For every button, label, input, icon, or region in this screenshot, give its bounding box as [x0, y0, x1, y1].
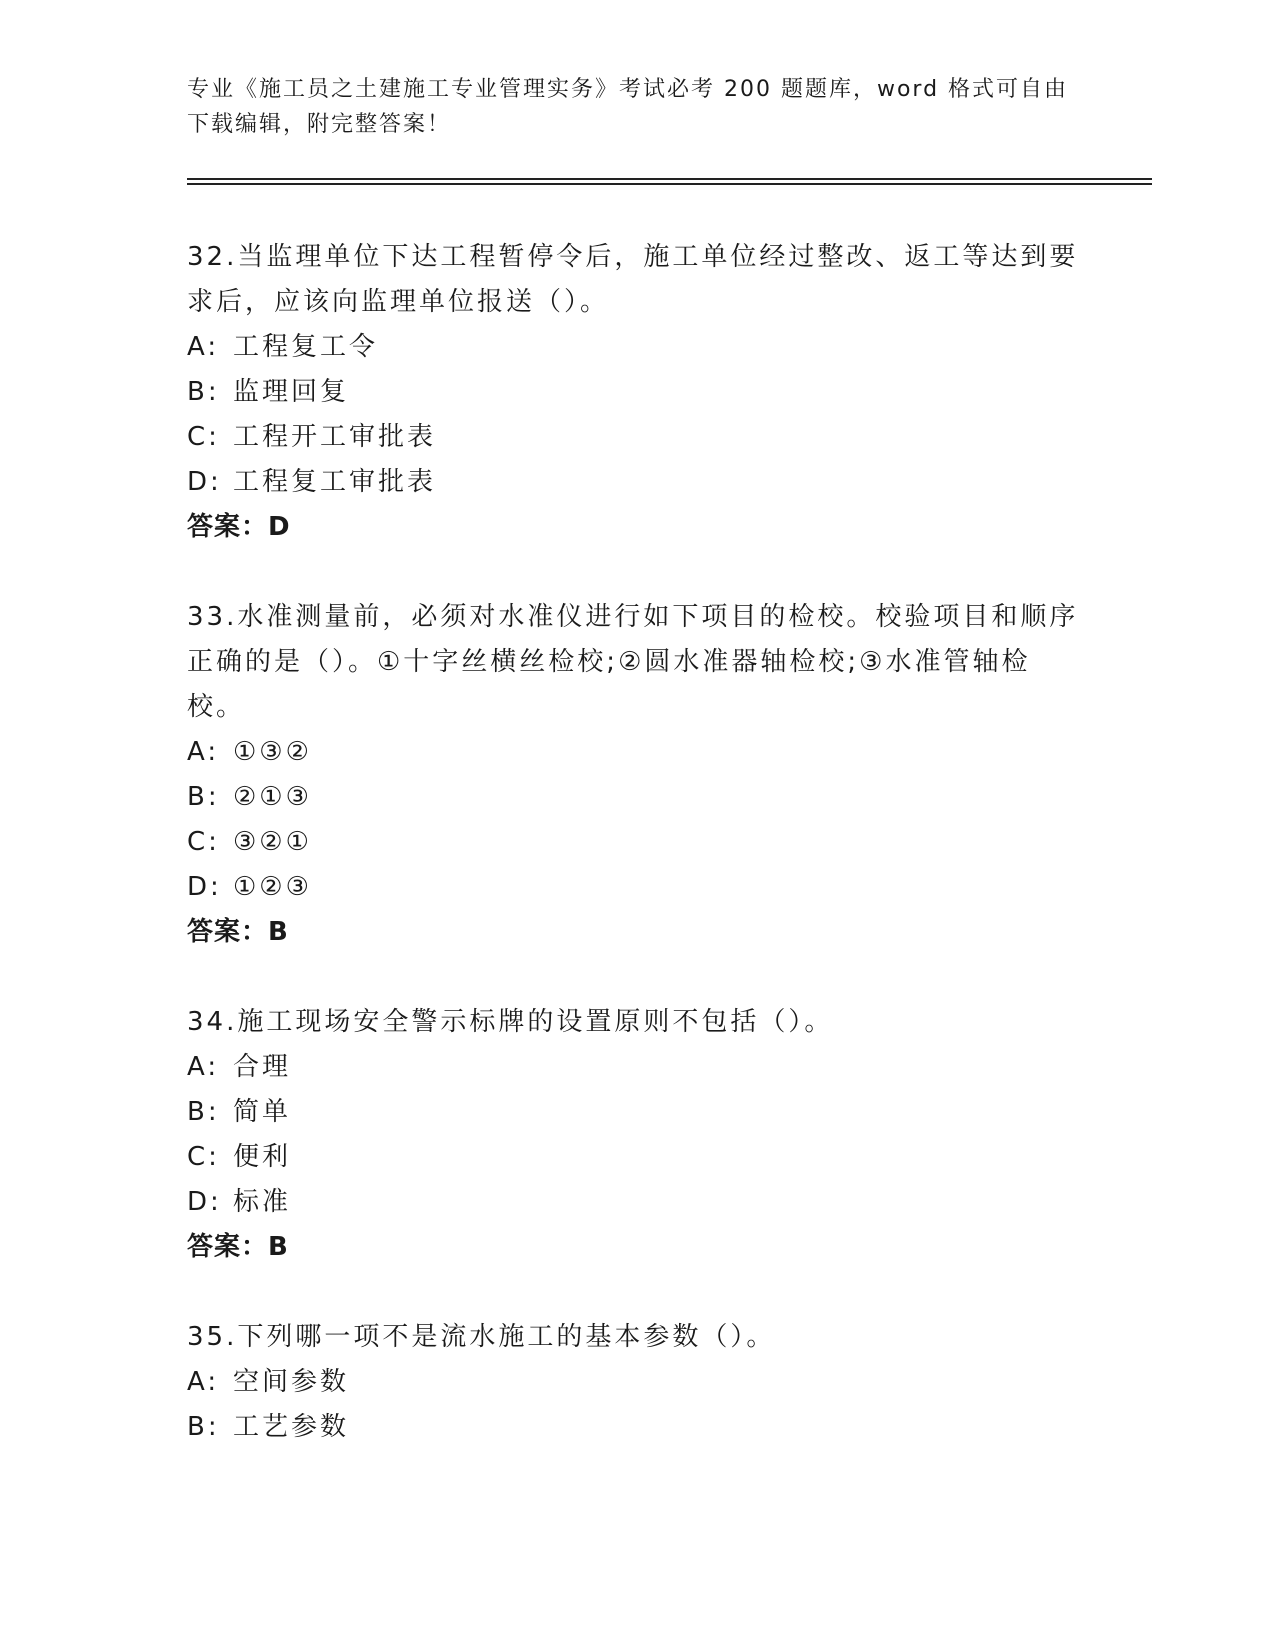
option-text: ③②①: [233, 827, 312, 857]
option-letter: B:: [187, 1097, 220, 1127]
option-text: ①②③: [233, 872, 312, 902]
option-text: 标准: [233, 1187, 292, 1217]
answer-label: 答案：B: [187, 917, 289, 947]
question-list: [187, 235, 1087, 1495]
option-c: [187, 415, 1087, 460]
option-b: [187, 370, 1087, 415]
answer-label: 答案：D: [187, 512, 291, 542]
header-line-1: 专业《施工员之土建施工专业管理实务》考试必考 200 题题库，word 格式可自由: [187, 77, 1069, 102]
option-text: 工程复工令: [233, 332, 379, 362]
stem-line: 校。: [187, 692, 246, 722]
option-letter: C:: [187, 422, 220, 452]
option-text: 空间参数: [233, 1367, 350, 1397]
option-letter: B:: [187, 782, 220, 812]
option-letter: B:: [187, 377, 220, 407]
option-text: 简单: [233, 1097, 292, 1127]
question-stem: [187, 595, 1087, 730]
option-a: [187, 1045, 1087, 1090]
option-d: [187, 460, 1087, 505]
option-letter: C:: [187, 1142, 220, 1172]
option-text: 监理回复: [233, 377, 350, 407]
stem-line: 正确的是（）。①十字丝横丝检校;②圆水准器轴检校;③水准管轴检: [187, 647, 1031, 677]
question-stem: [187, 1315, 1087, 1360]
option-d: [187, 1180, 1087, 1225]
option-b: [187, 775, 1087, 820]
option-letter: D:: [187, 1187, 222, 1217]
option-text: 便利: [233, 1142, 292, 1172]
option-a: [187, 1360, 1087, 1405]
question-stem: [187, 1000, 1087, 1045]
option-a: [187, 730, 1087, 775]
question-stem: [187, 235, 1087, 325]
option-c: [187, 1135, 1087, 1180]
option-letter: C:: [187, 827, 220, 857]
option-letter: A:: [187, 1052, 220, 1082]
option-c: [187, 820, 1087, 865]
option-letter: B:: [187, 1412, 220, 1442]
option-b: [187, 1090, 1087, 1135]
option-text: 工程复工审批表: [233, 467, 437, 497]
option-letter: D:: [187, 467, 222, 497]
document-header: [187, 72, 1087, 142]
option-text: 工程开工审批表: [233, 422, 437, 452]
option-a: [187, 325, 1087, 370]
stem-line: 求后，应该向监理单位报送（）。: [187, 287, 610, 317]
question-32: [187, 235, 1087, 550]
option-letter: D:: [187, 872, 222, 902]
header-divider-bottom: [187, 183, 1152, 185]
header-line-2: 下载编辑，附完整答案！: [187, 112, 452, 137]
answer-label: 答案：B: [187, 1232, 289, 1262]
question-33: [187, 595, 1087, 955]
option-text: ②①③: [233, 782, 312, 812]
stem-line: 34.施工现场安全警示标牌的设置原则不包括（）。: [187, 1007, 834, 1037]
option-b: [187, 1405, 1087, 1450]
question-35: [187, 1315, 1087, 1450]
stem-line: 35.下列哪一项不是流水施工的基本参数（）。: [187, 1322, 776, 1352]
option-text: ①③②: [233, 737, 312, 767]
stem-line: 33.水准测量前，必须对水准仪进行如下项目的检校。校验项目和顺序: [187, 602, 1079, 632]
question-34: [187, 1000, 1087, 1270]
header-divider-top: [187, 178, 1152, 180]
option-letter: A:: [187, 737, 220, 767]
option-d: [187, 865, 1087, 910]
option-text: 工艺参数: [233, 1412, 350, 1442]
option-letter: A:: [187, 332, 220, 362]
option-letter: A:: [187, 1367, 220, 1397]
option-text: 合理: [233, 1052, 292, 1082]
stem-line: 32.当监理单位下达工程暂停令后，施工单位经过整改、返工等达到要: [187, 242, 1079, 272]
